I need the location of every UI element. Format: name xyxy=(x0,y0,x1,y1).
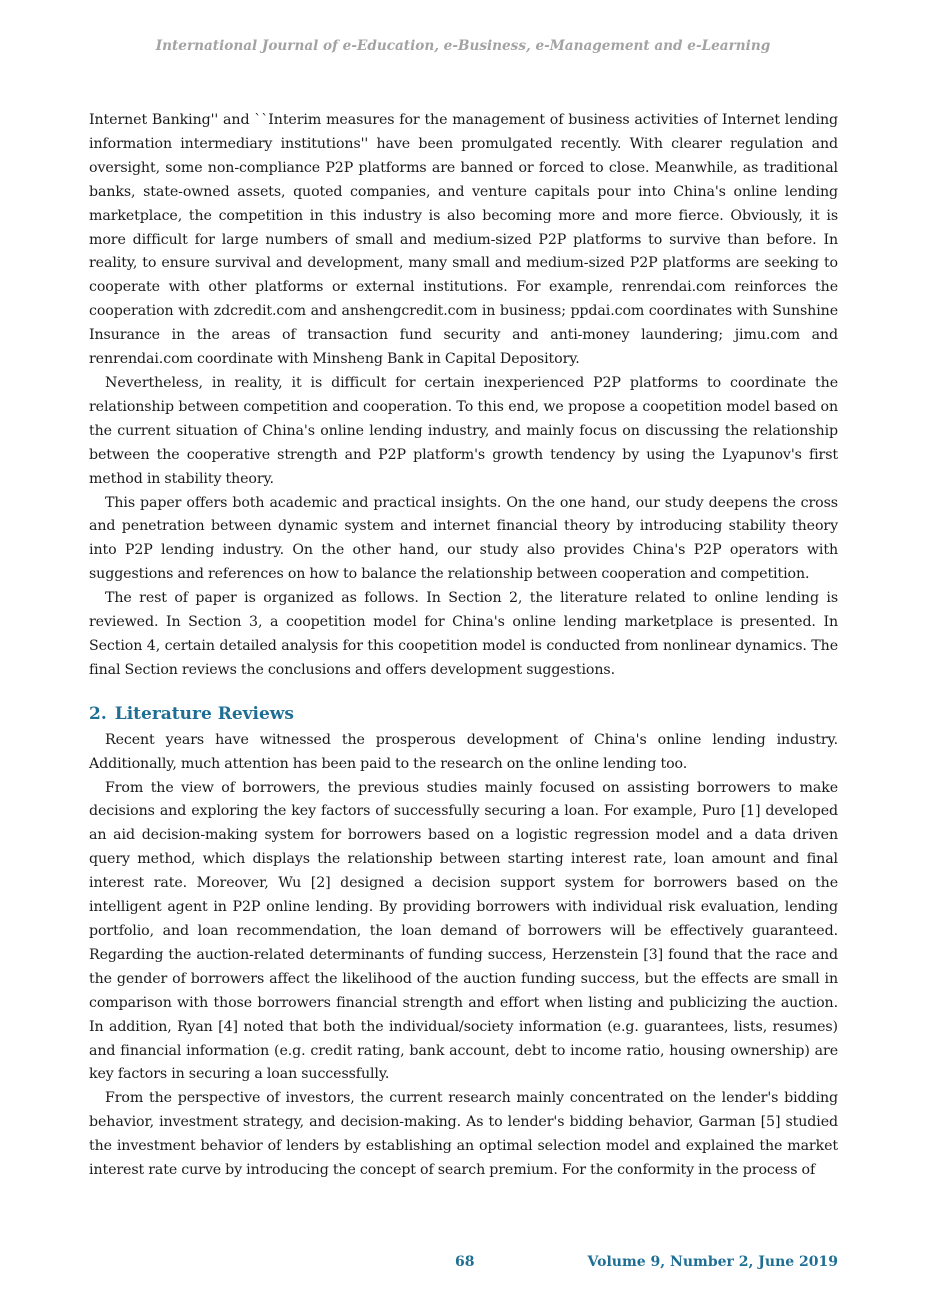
body-paragraph: This paper offers both academic and practical insights. On the one hand, our study deepens the cross and penetration between dynamic system and internet financial theory by introducing stability theory into P2P lending industry. On the other hand, our study also provides China's P2P operators with suggestions and references on how to balance the relationship between cooperation and competition. xyxy=(89,494,838,583)
body-paragraph: Recent years have witnessed the prosperous development of China's online lending industry. Additionally, much attention has been paid to the research on the online lending too. xyxy=(89,731,838,772)
article-body xyxy=(89,109,838,1183)
body-paragraph: From the view of borrowers, the previous studies mainly focused on assisting borrowers to make decisions and exploring the key factors of successfully securing a loan. For example, Puro [1] developed an aid decision-making system for borrowers based on a logistic regression model and a data driven query method, which displays the relationship between starting interest rate, loan amount and final interest rate. Moreover, Wu [2] designed a decision support system for borrowers based on the intelligent agent in P2P online lending. By providing borrowers with individual risk evaluation, lending portfolio, and loan recommendation, the loan demand of borrowers will be effectively guaranteed. Regarding the auction-related determinants of funding success, Herzenstein [3] found that the race and the gender of borrowers affect the likelihood of the auction funding success, but the effects are small in comparison with those borrowers financial strength and effort when listing and publicizing the auction. In addition, Ryan [4] noted that both the individual/society information (e.g. guarantees, lists, resumes) and financial information (e.g. credit rating, bank account, debt to income ratio, housing ownership) are key factors in securing a loan successfully. xyxy=(89,779,838,1083)
running-head-journal-title: International Journal of e-Education, e-Business, e-Management and e-Learning xyxy=(155,38,771,54)
body-paragraph: From the perspective of investors, the current research mainly concentrated on the lender's bidding behavior, investment strategy, and decision-making. As to lender's bidding behavior, Garman [5] studied the investment behavior of lenders by establishing an optimal selection model and explained the market interest rate curve by introducing the concept of search premium. For the conformity in the process of xyxy=(89,1090,838,1179)
body-paragraph: Nevertheless, in reality, it is difficult for certain inexperienced P2P platforms to coordinate the relationship between competition and cooperation. To this end, we propose a coopetition model based on the current situation of China's online lending industry, and mainly focus on discussing the relationship between the cooperative strength and P2P platform's growth tendency by using the Lyapunov's first method in stability theory. xyxy=(89,374,838,487)
section-heading-literature-reviews xyxy=(89,701,838,727)
body-paragraph: The rest of paper is organized as follows. In Section 2, the literature related to online lending is reviewed. In Section 3, a coopetition model for China's online lending marketplace is presented. In Section 4, certain detailed analysis for this coopetition model is conducted from nonlinear dynamics. The final Section reviews the conclusions and offers development suggestions. xyxy=(89,590,838,678)
body-paragraph: Internet Banking'' and ``Interim measures for the management of business activities of Internet lending information intermediary institutions'' have been promulgated recently. With clearer regulation and oversight, some non-compliance P2P platforms are banned or forced to close. Meanwhile, as traditional banks, state-owned assets, quoted companies, and venture capitals pour into China's online lending marketplace, the competition in this industry is also becoming more and more fierce. Obviously, it is more difficult for large numbers of small and medium-sized P2P platforms to survive than before. In reality, to ensure survival and development, many small and medium-sized P2P platforms are seeking to cooperate with other platforms or external institutions. For example, renrendai.com reinforces the cooperation with zdcredit.com and anshengcredit.com in business; ppdai.com coordinates with Sunshine Insurance in the areas of transaction fund security and anti-money laundering; jimu.com and renrendai.com coordinate with Minsheng Bank in Capital Depository. xyxy=(89,112,838,368)
section-title: Literature Reviews xyxy=(114,703,295,724)
footer-page-number: 68 xyxy=(455,1254,475,1270)
footer-volume-info: Volume 9, Number 2, June 2019 xyxy=(587,1254,838,1270)
section-number: 2. xyxy=(89,703,107,724)
